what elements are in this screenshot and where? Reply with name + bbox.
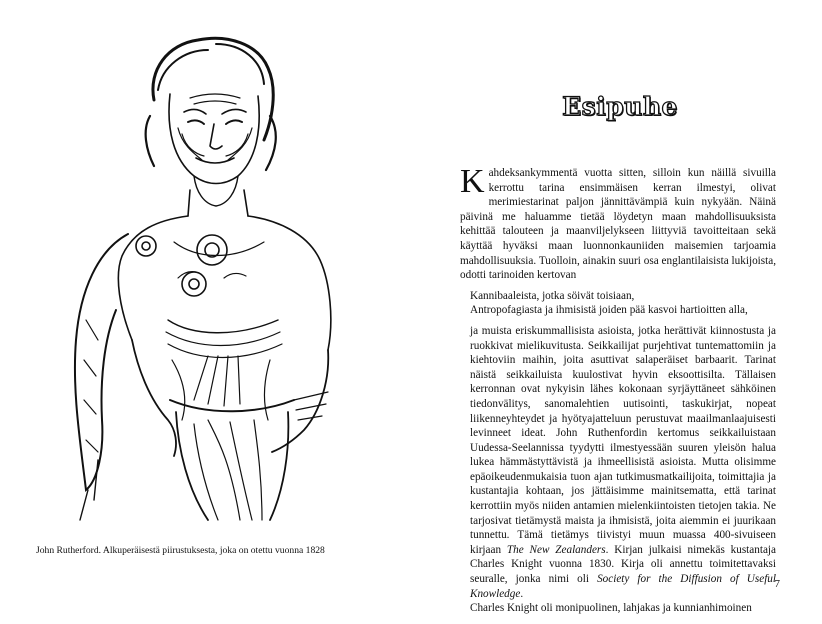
paragraph-2-text: ja muista eriskummallisista asioista, jotka herättivät kiinnostusta ja ruokkivat mielikuvitusta. Seikkailijat purjehtivat tuntemattomiin ja kiehtoviin maihin, joita asuttivat salaperäiset barbaarit. Tarinat näistä seikkailuista kuulostivat hyvin eksoottisilta. Tällaisen kerronnan ovat nykyisin lähes kokonaan syrjäyttäneet sähköinen tiedonvälitys, sanomalehtien uutisointi, taskukirjat, nopeat liikenneyhteydet ja hyötyajatteluun perustuvat maailmanlaajuisesti levinneet ideat. John Ruthenfordin kertomus seikkailuistaan Uudessa-Seelannissa tyydytti ilmestyessään suuren yleisön halua lukea hämmästyttävistä ja ihmeellisistä asioista. Mutta olisimme epäoikeudenmukaisia tuon ajan tutkimusmatkailijoita, toimittajia ja kustantajia kohtaan, jos jättäisimme mainitsematta, että tarinat kerrottiin myös niiden antamien mielenkiintoisten tietojen takia. Ne tarjosivat tietämystä maista ja ihmisistä, joita aiemmin ei juurikaan tunnettu. Tämä tietämys tiivistyi muun muassa 400-sivuiseen kirjaan bbox=[470, 324, 776, 556]
society-name: Society for the Diffusion of Useful Knowledge bbox=[470, 573, 777, 600]
verse-line-2: Antropofagiasta ja ihmisistä joiden pää kasvoi hartioitten alla, bbox=[470, 304, 748, 317]
chapter-title: Esipuhe bbox=[562, 92, 678, 121]
paragraph-2-end: . bbox=[520, 587, 524, 600]
drop-cap: K bbox=[460, 163, 485, 200]
paragraph-3-first-line: Charles Knight oli monipuolinen, lahjakas ja kunnianhimoinen bbox=[470, 602, 752, 615]
paragraph-1-text: ahdeksankymmentä vuotta sitten, silloin kun näillä sivuilla kerrottu tarina ensimmäisen kerran ilmestyi, olivat merimiestarinat paljon jännittävämpiä kuin nykyään. Näinä päivinä me haluamme tietää löydetyn maan mahdollisuuksista kehittää talouteen ja maanviljelykseen liittyviä tavoitteitaan sekä käyttää hyväksi maan luonnonkauniiden maisemien tarjoamia mahdollisuuksia. Tuolloin, ainakin suuri osa englantilaisista lukijoista, odotti tarinoiden kertovan bbox=[460, 167, 776, 282]
paragraph-1 bbox=[460, 163, 776, 283]
paragraph-2 bbox=[460, 324, 776, 616]
book-title: The New Zealanders bbox=[506, 543, 606, 556]
illustration-caption: John Rutherford. Alkuperäisestä piirustuksesta, joka on otettu vuonna 1828 bbox=[36, 545, 325, 556]
paragraph-2-text-cont: . Kirjan julkaisi nimekäs kustantaja Charles Knight vuonna 1830. Kirja oli annettu toimitettavaksi seuralle, jonka nimi oli bbox=[470, 543, 776, 586]
verse-quote bbox=[470, 289, 776, 318]
portrait-illustration bbox=[58, 20, 376, 528]
body-text bbox=[460, 163, 777, 616]
verse-line-1: Kannibaaleista, jotka söivät toisiaan, bbox=[470, 289, 635, 302]
page-number: 7 bbox=[774, 578, 780, 590]
